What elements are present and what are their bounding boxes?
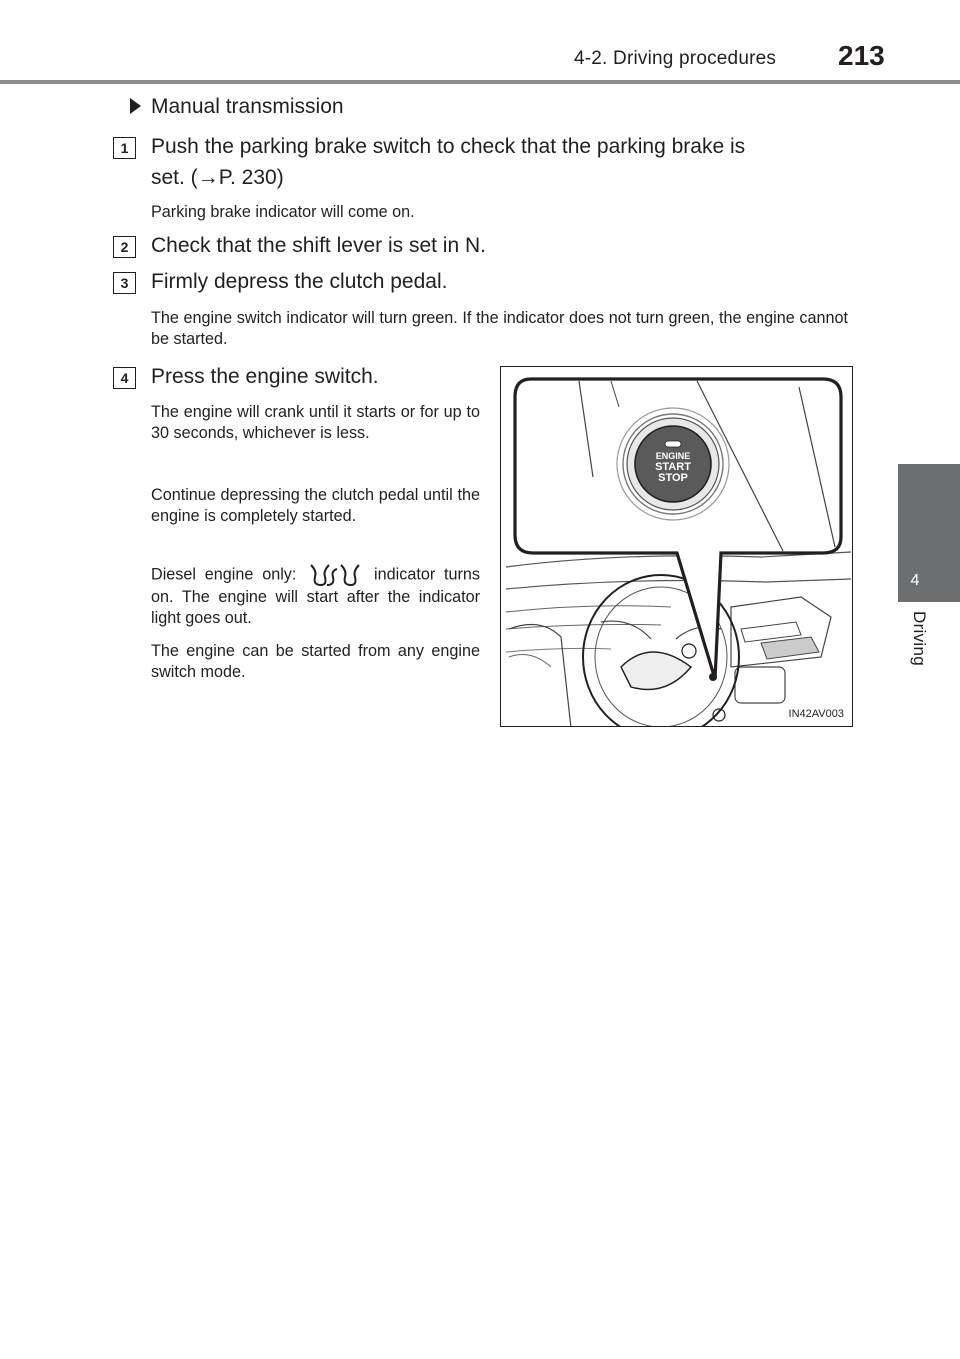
step-1-note: Parking brake indicator will come on. [151, 203, 415, 221]
step-1-text-line2 [151, 162, 848, 193]
step-4-note-3: The engine can be started from any engine switch mode. [151, 642, 480, 681]
step-4-text: Press the engine switch. [151, 365, 379, 388]
figure-code: IN42AV003 [788, 708, 844, 720]
step-4-note-2: Continue depressing the clutch pedal until the engine is completely started. [151, 486, 480, 525]
step-3-note: The engine switch indicator will turn green. If the indicator does not turn green, the engine cannot be started. [151, 309, 848, 348]
section-title: Manual transmission [151, 95, 344, 118]
step-number-3: 3 [113, 272, 136, 294]
engine-button-line1: ENGINE [655, 451, 691, 461]
diesel-note-suffix: indicator turns on. The engine will start after the indicator light goes out. [151, 565, 481, 627]
right-triangle-icon [130, 98, 141, 114]
engine-button-line2: START [655, 461, 691, 473]
engine-button-label [629, 451, 717, 484]
engine-switch-figure [500, 366, 853, 727]
step-2-text: Check that the shift lever is set in N. [151, 234, 486, 257]
chapter-tab-label: Driving [910, 611, 929, 667]
step-4-note-diesel [151, 563, 480, 629]
step-4-note-1: The engine will crank until it starts or for up to 30 seconds, whichever is less. [151, 403, 480, 442]
page-reference-link[interactable]: P. 230) [218, 166, 284, 189]
step-1-text-line1: Push the parking brake switch to check that the parking brake is [151, 135, 746, 158]
step-1-text-prefix: set. ( [151, 166, 198, 189]
page-number: 213 [838, 40, 885, 71]
step-number-4: 4 [113, 367, 136, 389]
diesel-note-prefix: Diesel engine only: [151, 565, 297, 584]
step-number-1: 1 [113, 137, 136, 159]
step-3-text: Firmly depress the clutch pedal. [151, 270, 448, 293]
running-header: 4-2. Driving procedures [574, 48, 777, 69]
header-rule [0, 80, 960, 84]
step-number-2: 2 [113, 236, 136, 258]
chapter-tab-number: 4 [910, 572, 920, 589]
right-arrow-icon: → [197, 166, 219, 189]
dashboard-illustration [501, 367, 853, 727]
glow-plug-indicator-icon [305, 563, 365, 587]
engine-button-line3: STOP [658, 472, 688, 484]
